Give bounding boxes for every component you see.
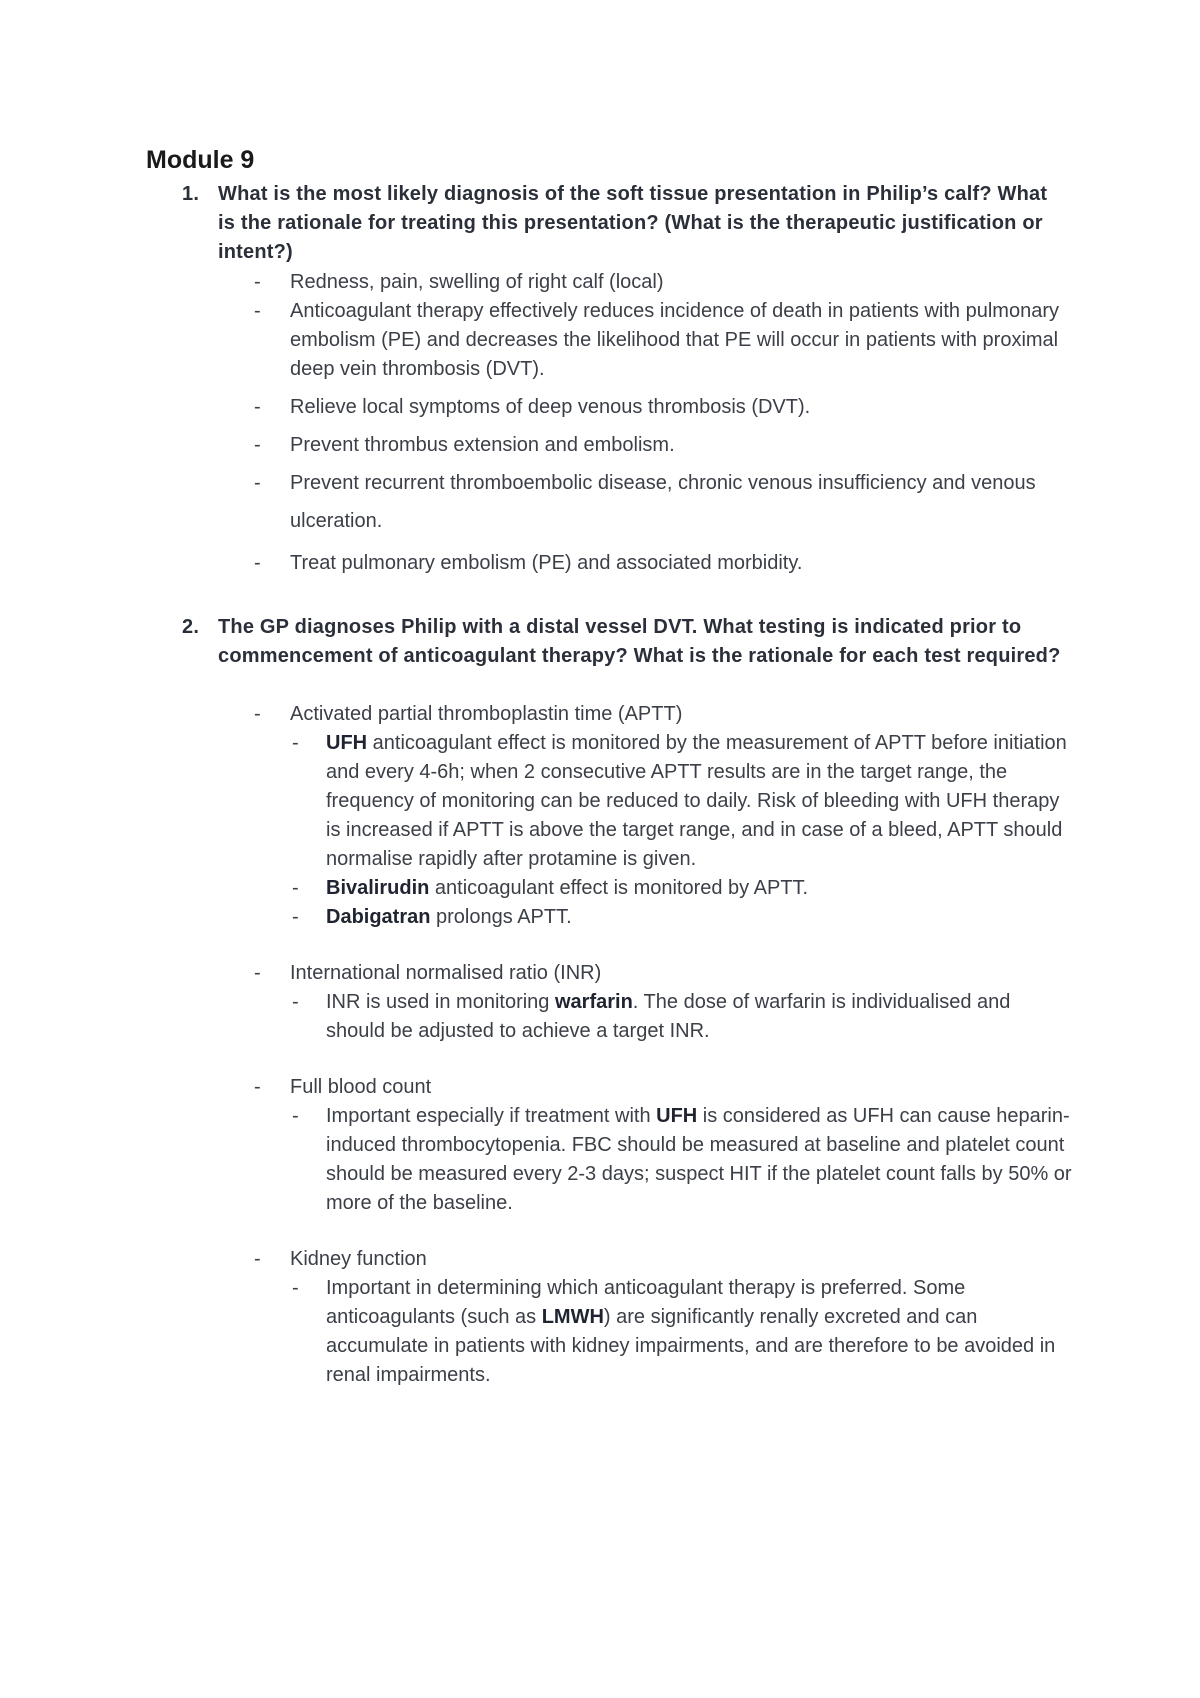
bullet-text: Redness, pain, swelling of right calf (local)	[290, 271, 664, 293]
test-item-kidney	[254, 1245, 1074, 1390]
test-item-aptt	[254, 700, 1074, 932]
point-text: anticoagulant effect is monitored by APTT.	[429, 877, 809, 899]
test-label: Full blood count	[290, 1076, 432, 1098]
point-pre: INR is used in monitoring	[326, 991, 555, 1013]
test-label: Activated partial thromboplastin time (APTT)	[290, 703, 683, 725]
drug-name: Dabigatran	[326, 906, 431, 928]
sub-list-item	[288, 988, 1074, 1046]
dash-bullet: -	[254, 1076, 261, 1098]
point-text: ) are significantly renally excreted and can accumulate in patients with kidney impairments, and are therefore to be avoided in renal impairments.	[326, 1306, 1056, 1386]
bullet-text: Prevent thrombus extension and embolism.	[290, 434, 675, 456]
drug-name: UFH	[656, 1105, 698, 1127]
drug-name: LMWH	[541, 1306, 604, 1328]
test-label: International normalised ratio (INR)	[290, 962, 602, 984]
point-pre: Important in determining which anticoagulant therapy is preferred. Some anticoagulants (such as	[326, 1277, 966, 1328]
test-item-fbc	[254, 1073, 1074, 1218]
dash-bullet: -	[254, 300, 261, 322]
dash-bullet: -	[254, 962, 261, 984]
point-text: is considered as UFH can cause heparin-induced thrombocytopenia. FBC should be measured at baseline and platelet count should be measured every 2-3 days; suspect HIT if the platelet count falls by 50% or more of the baseline.	[326, 1105, 1072, 1214]
point-text: . The dose of warfarin is individualised and should be adjusted to achieve a target INR.	[326, 991, 1011, 1042]
sub-list	[252, 729, 1074, 932]
dash-bullet: -	[254, 271, 261, 293]
question-text: What is the most likely diagnosis of the soft tissue presentation in Philip’s calf? What is the rationale for treating this presentation? (What is the therapeutic justification or intent?)	[218, 183, 1048, 263]
sub-list-item	[288, 903, 1074, 932]
sub-list	[252, 1274, 1074, 1390]
dash-bullet: -	[254, 552, 261, 574]
dash-bullet: -	[254, 1248, 261, 1270]
sub-list-item	[288, 874, 1074, 903]
list-item	[254, 268, 1074, 297]
question-number: 2.	[182, 616, 200, 638]
list-item	[254, 297, 1074, 384]
sub-list-item	[288, 1274, 1074, 1390]
question-number: 1.	[182, 183, 200, 205]
module-title: Module 9	[146, 146, 255, 174]
question-2	[182, 613, 1062, 671]
sub-list-item	[288, 729, 1074, 874]
drug-name: Bivalirudin	[326, 877, 430, 899]
point-text: anticoagulant effect is monitored by the measurement of APTT before initiation and every 4-6h; when 2 consecutive APTT results are in the target range, the frequency of monitoring can be reduced to daily. Risk of bleeding with UFH therapy is increased if APTT is above the target range, and in case of a bleed, APTT should normalise rapidly after protamine is given.	[326, 732, 1067, 870]
dash-bullet: -	[254, 703, 261, 725]
bullet-text: Anticoagulant therapy effectively reduces incidence of death in patients with pulmonary embolism (PE) and decreases the likelihood that PE will occur in patients with proximal deep vein thrombosis (DVT).	[290, 300, 1059, 380]
bullet-text: Treat pulmonary embolism (PE) and associated morbidity.	[290, 552, 803, 574]
dash-bullet: -	[292, 732, 299, 754]
dash-bullet: -	[292, 877, 299, 899]
bullet-text: Relieve local symptoms of deep venous thrombosis (DVT).	[290, 396, 811, 418]
dash-bullet: -	[254, 434, 261, 456]
dash-bullet: -	[292, 1105, 299, 1127]
bullet-text: Prevent recurrent thromboembolic disease, chronic venous insufficiency and venous ulceration.	[290, 472, 1036, 532]
drug-name: warfarin	[554, 991, 633, 1013]
point-text: prolongs APTT.	[430, 906, 572, 928]
answer-list-2	[254, 700, 1074, 1390]
test-label: Kidney function	[290, 1248, 427, 1270]
dash-bullet: -	[292, 1277, 299, 1299]
dash-bullet: -	[254, 472, 261, 494]
answer-list-1	[254, 268, 1074, 578]
sub-list	[252, 988, 1074, 1046]
dash-bullet: -	[292, 991, 299, 1013]
sub-list	[252, 1102, 1074, 1218]
dash-bullet: -	[292, 906, 299, 928]
list-item	[254, 393, 1074, 422]
dash-bullet: -	[254, 396, 261, 418]
point-pre: Important especially if treatment with	[326, 1105, 657, 1127]
question-1	[182, 180, 1062, 267]
question-text: The GP diagnoses Philip with a distal vessel DVT. What testing is indicated prior to commencement of anticoagulant therapy? What is the rationale for each test required?	[218, 616, 1061, 667]
list-item	[254, 464, 1074, 540]
drug-name: UFH	[326, 732, 368, 754]
list-item	[254, 431, 1074, 460]
list-item	[254, 549, 1074, 578]
test-item-inr	[254, 959, 1074, 1046]
sub-list-item	[288, 1102, 1074, 1218]
